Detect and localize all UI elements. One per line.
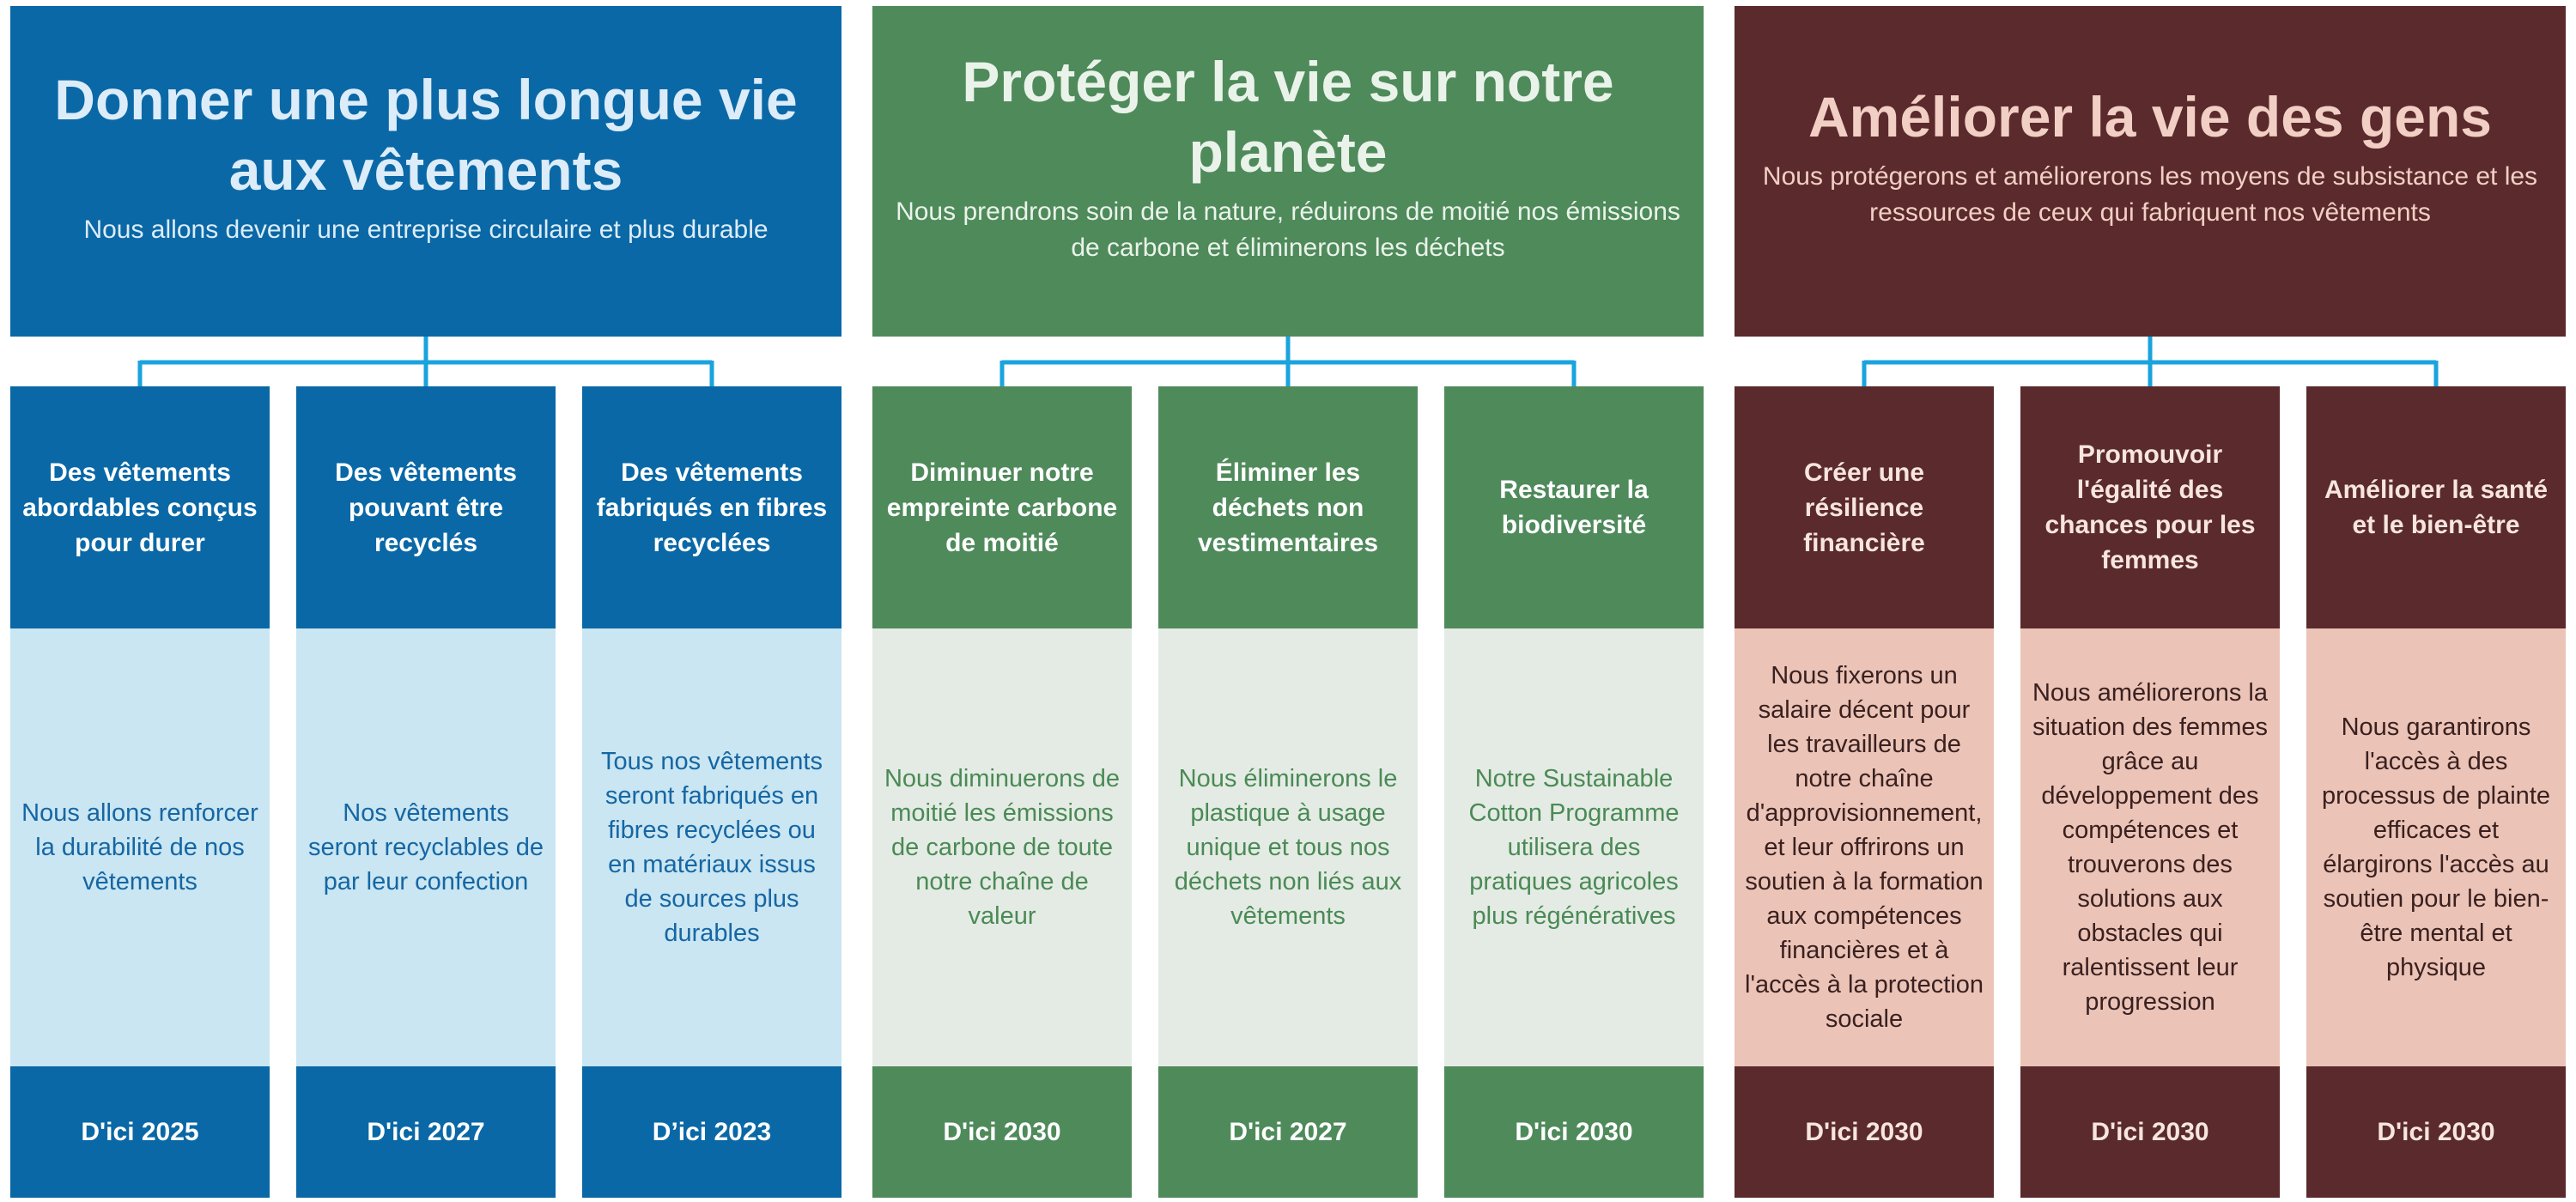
goal-deadline: D'ici 2030 [2306,1066,2566,1198]
goal-description: Nos vêtements seront recyclables de par leur confection [296,628,556,1066]
goal-description: Nous fixerons un salaire décent pour les travailleurs de notre chaîne d'approvisionnement, et leur offrirons un soutien à la formation aux compétences financières et à l'accès à la protection sociale [1735,628,1994,1066]
goal-column [872,386,1132,1198]
goal-heading: Des vêtements pouvant être recyclés [296,386,556,628]
goal-description: Nous améliorerons la situation des femmes grâce au développement des compétences et trouverons des solutions aux obstacles qui ralentissent leur progression [2020,628,2280,1066]
goal-description: Nous éliminerons le plastique à usage unique et tous nos déchets non liés aux vêtements [1158,628,1418,1066]
goal-heading: Créer une résilience financière [1735,386,1994,628]
goal-column [1444,386,1704,1198]
goal-heading: Diminuer notre empreinte carbone de moitié [872,386,1132,628]
pillar-protect-planet [872,0,1704,1202]
goal-heading: Restaurer la biodiversité [1444,386,1704,628]
pillar-header [1735,6,2566,337]
goal-description: Nous diminuerons de moitié les émissions de carbone de toute notre chaîne de valeur [872,628,1132,1066]
pillar-subtitle: Nous prendrons soin de la nature, réduirons de moitié nos émissions de carbone et éliminerons les déchets [896,197,1680,262]
goal-deadline: D'ici 2030 [1444,1066,1704,1198]
goal-description: Tous nos vêtements seront fabriqués en fibres recyclées ou en matériaux issus de sources plus durables [582,628,841,1066]
goal-description: Nous allons renforcer la durabilité de nos vêtements [10,628,270,1066]
goal-deadline: D'ici 2027 [296,1066,556,1198]
pillar-title: Améliorer la vie des gens [1807,84,2493,149]
goal-description: Nous garantirons l'accès à des processus de plainte efficaces et élargirons l'accès au soutien pour le bien-être mental et physique [2306,628,2566,1066]
pillar-subtitle: Nous allons devenir une entreprise circulaire et plus durable [83,215,769,244]
goal-column [2306,386,2566,1198]
goal-column [296,386,556,1198]
pillar-subtitle: Nous protégerons et améliorerons les moyens de subsistance et les ressources de ceux qui fabriquent nos vêtements [1762,161,2538,227]
pillar-title: Donner une plus longue vie aux vêtements [54,67,798,202]
goal-heading: Améliorer la santé et le bien-être [2306,386,2566,628]
goal-deadline: D'ici 2027 [1158,1066,1418,1198]
pillar-title: Protéger la vie sur notre planète [962,49,1614,184]
goal-heading: Des vêtements fabriqués en fibres recyclées [582,386,841,628]
goal-description: Notre Sustainable Cotton Programme utilisera des pratiques agricoles plus régénératives [1444,628,1704,1066]
goal-deadline: D'ici 2030 [1735,1066,1994,1198]
goal-heading: Éliminer les déchets non vestimentaires [1158,386,1418,628]
pillar-improve-lives [1735,0,2566,1202]
goal-heading: Des vêtements abordables conçus pour durer [10,386,270,628]
goal-deadline: D'ici 2030 [2020,1066,2280,1198]
goal-deadline: D’ici 2023 [582,1066,841,1198]
pillar-header [872,6,1704,337]
pillar-header [10,6,841,337]
goal-deadline: D'ici 2030 [872,1066,1132,1198]
goal-column [582,386,841,1198]
goal-column [10,386,270,1198]
goal-column [2020,386,2280,1198]
goal-heading: Promouvoir l'égalité des chances pour les femmes [2020,386,2280,628]
pillar-longer-life [10,0,841,1202]
goal-column [1735,386,1994,1198]
goal-deadline: D'ici 2025 [10,1066,270,1198]
goal-column [1158,386,1418,1198]
